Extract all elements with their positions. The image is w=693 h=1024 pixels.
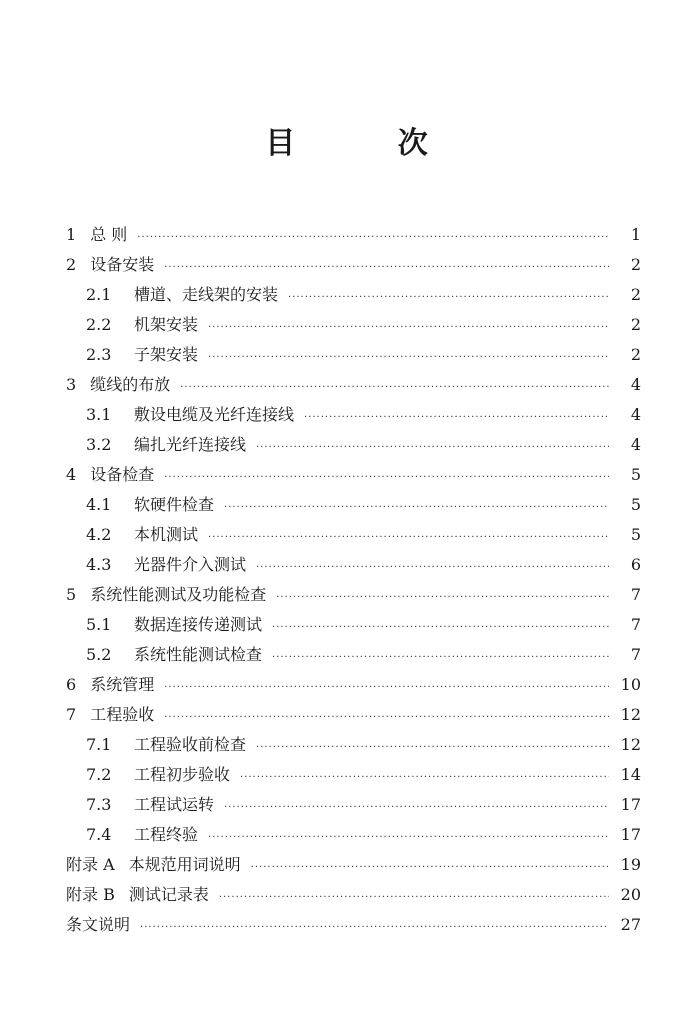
toc-entry-page: 7 <box>630 615 641 634</box>
toc-entry-page: 10 <box>620 675 641 694</box>
toc-entry <box>0 372 693 398</box>
toc-entry-title: 工程初步验收 <box>134 765 231 784</box>
toc-entry <box>0 252 693 278</box>
toc-entry <box>0 702 693 728</box>
toc-entry-page: 12 <box>620 735 641 754</box>
toc-entry-title: 设备检查 <box>90 465 155 484</box>
toc-leader <box>276 585 609 611</box>
toc-leader <box>137 225 609 251</box>
toc-entry-page: 4 <box>630 405 641 424</box>
toc-entry <box>0 882 693 908</box>
toc-entry <box>0 342 693 368</box>
toc-entry-page: 17 <box>620 825 641 844</box>
toc-leader <box>208 345 609 371</box>
toc-leader <box>164 675 609 701</box>
toc-entry-page: 27 <box>620 915 641 934</box>
toc-leader <box>208 525 609 551</box>
toc-entry-number: 3.1 <box>86 405 112 424</box>
toc-leader <box>208 825 609 851</box>
toc-leader <box>304 405 609 431</box>
toc-leader <box>164 465 609 491</box>
toc-entry-number: 7.1 <box>86 735 112 754</box>
toc-entry-page: 2 <box>630 315 641 334</box>
toc-leader <box>256 435 609 461</box>
toc-entry-number: 5 <box>66 585 77 604</box>
toc-entry-number: 5.1 <box>86 615 112 634</box>
toc-entry-title: 设备安装 <box>90 255 155 274</box>
toc-entry-page: 14 <box>620 765 641 784</box>
toc-entry <box>0 282 693 308</box>
toc-entry-page: 4 <box>630 375 641 394</box>
toc-leader <box>208 315 609 341</box>
toc-entry-page: 7 <box>630 585 641 604</box>
toc-entry-page: 1 <box>630 225 641 244</box>
toc-leader <box>164 705 609 731</box>
toc-entry-title: 工程验收前检查 <box>134 735 247 754</box>
toc-entry-number: 7.3 <box>86 795 112 814</box>
toc-entry <box>0 732 693 758</box>
toc-entry-title: 软硬件检查 <box>134 495 215 514</box>
toc-entry-title: 总 则 <box>90 225 128 244</box>
toc-leader <box>256 555 609 581</box>
toc-entry-number: 4.2 <box>86 525 112 544</box>
toc-entry-page: 12 <box>620 705 641 724</box>
toc-leader <box>240 765 609 791</box>
toc-entry-title: 系统性能测试检查 <box>134 645 263 664</box>
toc-entry-page: 5 <box>630 495 641 514</box>
toc-entry-title: 工程终验 <box>134 825 199 844</box>
toc-leader <box>219 885 609 911</box>
toc-entry <box>0 222 693 248</box>
toc-entry-number: 4.1 <box>86 495 112 514</box>
toc-entry-page: 2 <box>630 345 641 364</box>
toc-entry-title: 工程试运转 <box>134 795 215 814</box>
toc-entry <box>0 852 693 878</box>
toc-entry-number: 3 <box>66 375 77 394</box>
toc-entry-number: 7.4 <box>86 825 112 844</box>
toc-entry-number: 1 <box>66 225 77 244</box>
toc-entry-number: 7 <box>66 705 77 724</box>
toc-entry <box>0 522 693 548</box>
toc-entry-title: 缆线的布放 <box>90 375 171 394</box>
toc-entry-number: 5.2 <box>86 645 112 664</box>
toc-entry-title: 敷设电缆及光纤连接线 <box>134 405 295 424</box>
toc-entry-page: 5 <box>630 525 641 544</box>
toc-entry-page: 2 <box>630 285 641 304</box>
toc-leader <box>164 255 609 281</box>
toc-entry-title: 测试记录表 <box>128 885 209 904</box>
toc-entry-number: 2.1 <box>86 285 112 304</box>
toc-leader <box>288 285 609 311</box>
toc-entry <box>0 582 693 608</box>
toc-entry-page: 17 <box>620 795 641 814</box>
toc-entry-number: 附录 A <box>66 855 115 874</box>
toc-entry <box>0 792 693 818</box>
toc-entry <box>0 822 693 848</box>
toc-entry-number: 附录 B <box>66 885 115 904</box>
toc-entry <box>0 552 693 578</box>
toc-entry <box>0 912 693 938</box>
toc-entry-page: 19 <box>620 855 641 874</box>
toc-entry <box>0 612 693 638</box>
toc-entry-title: 系统性能测试及功能检查 <box>90 585 267 604</box>
toc-entry <box>0 762 693 788</box>
toc-leader <box>251 855 609 881</box>
toc-entry-number: 2.3 <box>86 345 112 364</box>
toc-leader <box>272 615 609 641</box>
page-title: 目 次 <box>265 126 474 161</box>
toc-entry-number: 7.2 <box>86 765 112 784</box>
toc-entry-number: 4.3 <box>86 555 112 574</box>
toc-leader <box>140 915 609 941</box>
toc-entry <box>0 672 693 698</box>
toc-entry <box>0 492 693 518</box>
toc-entry-number: 4 <box>66 465 77 484</box>
toc-entry-title: 工程验收 <box>90 705 155 724</box>
toc-entry <box>0 402 693 428</box>
toc-entry-title: 条文说明 <box>66 915 131 934</box>
toc-entry-number: 2.2 <box>86 315 112 334</box>
toc-entry <box>0 432 693 458</box>
toc-entry-page: 2 <box>630 255 641 274</box>
toc-entry-page: 6 <box>630 555 641 574</box>
toc-entry-title: 编扎光纤连接线 <box>134 435 247 454</box>
toc-entry-title: 数据连接传递测试 <box>134 615 263 634</box>
toc-entry-page: 5 <box>630 465 641 484</box>
toc-entry-title: 本规范用词说明 <box>128 855 241 874</box>
toc-entry-page: 4 <box>630 435 641 454</box>
toc-leader <box>180 375 609 401</box>
toc-entry-title: 槽道、走线架的安装 <box>134 285 279 304</box>
toc-entry-number: 2 <box>66 255 77 274</box>
toc-leader <box>224 495 609 521</box>
toc-entry-number: 6 <box>66 675 77 694</box>
toc-entry <box>0 642 693 668</box>
toc-entry-page: 20 <box>620 885 641 904</box>
toc-leader <box>224 795 609 821</box>
toc-entry-title: 本机测试 <box>134 525 199 544</box>
toc-entry-number: 3.2 <box>86 435 112 454</box>
toc-entry-title: 系统管理 <box>90 675 155 694</box>
toc-leader <box>272 645 609 671</box>
toc-entry-page: 7 <box>630 645 641 664</box>
toc-leader <box>256 735 609 761</box>
toc-entry-title: 机架安装 <box>134 315 199 334</box>
toc-entry <box>0 462 693 488</box>
toc-entry-title: 光器件介入测试 <box>134 555 247 574</box>
toc-entry-title: 子架安装 <box>134 345 199 364</box>
toc-entry <box>0 312 693 338</box>
